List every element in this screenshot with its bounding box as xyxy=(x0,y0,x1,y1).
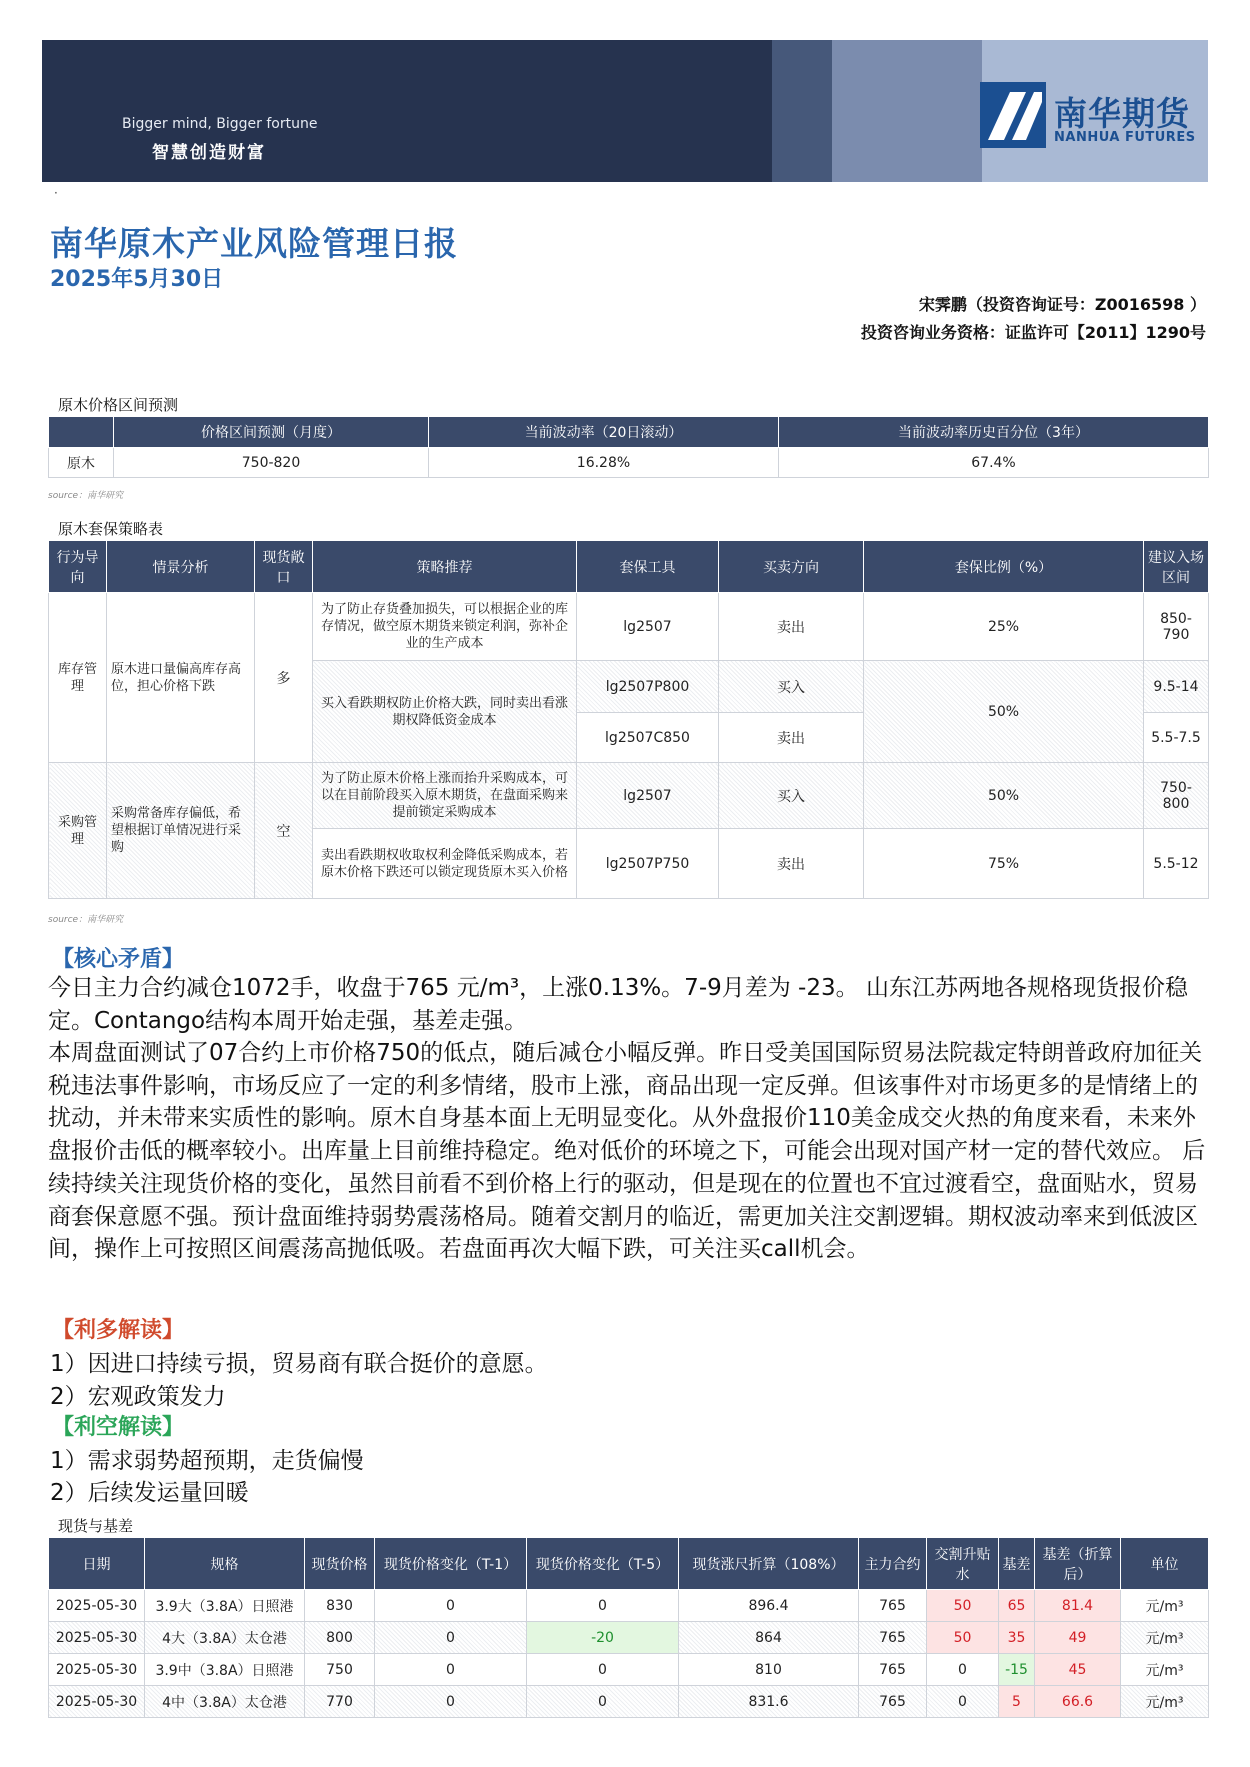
table-header: 现货价格变化（T-5） xyxy=(527,1538,679,1590)
table-cell: 0 xyxy=(375,1590,527,1622)
table-cell: 50% xyxy=(864,661,1144,763)
table-header: 现货价格 xyxy=(305,1538,375,1590)
table-cell: 元/m³ xyxy=(1121,1686,1209,1718)
table-header: 建议入场区间 xyxy=(1144,541,1209,593)
table-row xyxy=(49,1590,1209,1622)
table-header-row xyxy=(49,541,1209,593)
table-cell: 765 xyxy=(859,1622,927,1654)
table-row xyxy=(49,763,1209,829)
slogan-cn: 智慧创造财富 xyxy=(152,143,266,163)
table-cell: 买入 xyxy=(719,763,864,829)
table-cell: 831.6 xyxy=(679,1686,859,1718)
report-title: 南华原木产业风险管理日报 xyxy=(50,224,458,263)
table-row xyxy=(49,1654,1209,1686)
table-header xyxy=(49,417,114,448)
table-cell: 原木进口量偏高库存高位，担心价格下跌 xyxy=(107,593,255,763)
table-cell: 750 xyxy=(305,1654,375,1686)
table-cell: 5 xyxy=(999,1686,1035,1718)
table-cell: 45 xyxy=(1035,1654,1121,1686)
table-cell: 765 xyxy=(859,1590,927,1622)
table-cell: 0 xyxy=(375,1654,527,1686)
table-cell: 空 xyxy=(255,763,313,899)
table-cell: lg2507 xyxy=(577,763,719,829)
table-cell: 0 xyxy=(927,1654,999,1686)
table-cell: 卖出 xyxy=(719,829,864,899)
table-header: 交割升贴水 xyxy=(927,1538,999,1590)
table-cell: 800 xyxy=(305,1622,375,1654)
header-banner xyxy=(42,40,1208,182)
table-cell: 864 xyxy=(679,1622,859,1654)
spot-table-title: 现货与基差 xyxy=(58,1517,134,1535)
table-row xyxy=(49,1686,1209,1718)
table-cell: lg2507P750 xyxy=(577,829,719,899)
table-cell: 5.5-12 xyxy=(1144,829,1209,899)
table-row xyxy=(49,448,1209,478)
table-cell: 买入看跌期权防止价格大跌，同时卖出看涨期权降低资金成本 xyxy=(313,661,577,763)
table-cell: 67.4% xyxy=(779,448,1209,478)
table-cell: -15 xyxy=(999,1654,1035,1686)
table-cell: 为了防止原木价格上涨而抬升采购成本，可以在目前阶段买入原木期货，在盘面采购来提前锁定采购成本 xyxy=(313,763,577,829)
table-cell: 50 xyxy=(927,1622,999,1654)
logo-text-cn: 南华期货 xyxy=(1054,94,1190,133)
table-header: 现货敞口 xyxy=(255,541,313,593)
table-cell: -20 xyxy=(527,1622,679,1654)
table-row xyxy=(49,593,1209,661)
table-cell: 5.5-7.5 xyxy=(1144,713,1209,763)
author-info: 宋霁鹏（投资咨询证号：Z0016598 ） xyxy=(918,295,1206,314)
banner-band xyxy=(772,40,832,182)
table-cell: 元/m³ xyxy=(1121,1622,1209,1654)
slogan-en: Bigger mind, Bigger fortune xyxy=(122,116,318,132)
table-cell: 原木 xyxy=(49,448,114,478)
bullish-item: 1）因进口持续亏损，贸易商有联合挺价的意愿。 xyxy=(50,1351,548,1377)
hedge-strategy-table xyxy=(48,540,1209,899)
table-cell: 750-820 xyxy=(114,448,429,478)
table-cell: 3.9中（3.8A）日照港 xyxy=(145,1654,305,1686)
table-header: 规格 xyxy=(145,1538,305,1590)
table-cell: 0 xyxy=(375,1686,527,1718)
table-cell: 4中（3.8A）太仓港 xyxy=(145,1686,305,1718)
table-header: 套保工具 xyxy=(577,541,719,593)
table-cell: 9.5-14 xyxy=(1144,661,1209,713)
report-date: 2025年5月30日 xyxy=(50,267,224,292)
table-cell: 卖出 xyxy=(719,593,864,661)
table-header: 当前波动率（20日滚动） xyxy=(429,417,779,448)
table-cell: 770 xyxy=(305,1686,375,1718)
table-header: 行为导向 xyxy=(49,541,107,593)
table-cell: 0 xyxy=(527,1686,679,1718)
table-header: 价格区间预测（月度） xyxy=(114,417,429,448)
core-contradiction-heading: 【核心矛盾】 xyxy=(52,947,185,972)
table-cell: 765 xyxy=(859,1654,927,1686)
core-paragraph-2: 本周盘面测试了07合约上市价格750的低点，随后减仓小幅反弹。昨日受美国国际贸易法院裁定特朗普政府加征关税违法事件影响，市场反应了一定的利多情绪，股市上涨，商品出现一定反弹。但该事件对市场更多的是情绪上的扰动，并未带来实质性的影响。原木自身基本面上无明显变化。从外盘报价110美金成交火热的角度来看，未来外盘报价击低的概率较小。出库量上目前维持稳定。绝对低价的环境之下，可能会出现对国产材一定的替代效应。 后续持续关注现货价格的变化，虽然目前看不到价格上行的驱动，但是现在的位置也不宜过渡看空，盘面贴水，贸易商套保意愿不强。预计盘面维持弱势震荡格局。随着交割月的临近，需更加关注交割逻辑。期权波动率来到低波区间，操作上可按照区间震荡高抛低吸。若盘面再次大幅下跌，可关注买call机会。 xyxy=(48,1040,1206,1263)
dot-mark: · xyxy=(54,186,58,200)
table-cell: 850-790 xyxy=(1144,593,1209,661)
table-cell: 元/m³ xyxy=(1121,1590,1209,1622)
spot-basis-table xyxy=(48,1537,1209,1718)
table-cell: 0 xyxy=(927,1686,999,1718)
table-cell: 765 xyxy=(859,1686,927,1718)
bearish-heading: 【利空解读】 xyxy=(52,1415,185,1440)
bullish-item: 2）宏观政策发力 xyxy=(50,1384,226,1410)
table-header-row xyxy=(49,417,1209,448)
table-cell: 卖出 xyxy=(719,713,864,763)
table-cell: 0 xyxy=(527,1654,679,1686)
table-cell: 2025-05-30 xyxy=(49,1590,145,1622)
table-cell: 为了防止存货叠加损失，可以根据企业的库存情况，做空原木期货来锁定利润，弥补企业的生产成本 xyxy=(313,593,577,661)
table-cell: 49 xyxy=(1035,1622,1121,1654)
table-header: 套保比例（%） xyxy=(864,541,1144,593)
table-header: 策略推荐 xyxy=(313,541,577,593)
table-cell: 采购常备库存偏低，希望根据订单情况进行采购 xyxy=(107,763,255,899)
table-cell: 81.4 xyxy=(1035,1590,1121,1622)
table-cell: 830 xyxy=(305,1590,375,1622)
table-cell: 3.9大（3.8A）日照港 xyxy=(145,1590,305,1622)
table-header: 单位 xyxy=(1121,1538,1209,1590)
table-header: 情景分析 xyxy=(107,541,255,593)
table-cell: 2025-05-30 xyxy=(49,1622,145,1654)
table-cell: 卖出看跌期权收取权利金降低采购成本，若原木价格下跌还可以锁定现货原木买入价格 xyxy=(313,829,577,899)
table-cell: 0 xyxy=(527,1590,679,1622)
bullish-heading: 【利多解读】 xyxy=(52,1318,185,1343)
company-logo xyxy=(980,82,1200,154)
table-cell: 买入 xyxy=(719,661,864,713)
table-header: 现货涨尺折算（108%） xyxy=(679,1538,859,1590)
table-cell: 50 xyxy=(927,1590,999,1622)
hedge-table-title: 原木套保策略表 xyxy=(58,520,164,538)
table-cell: 0 xyxy=(375,1622,527,1654)
table-row xyxy=(49,1622,1209,1654)
bearish-item: 2）后续发运量回暖 xyxy=(50,1480,249,1506)
table-cell: 750-800 xyxy=(1144,763,1209,829)
table-header: 日期 xyxy=(49,1538,145,1590)
table-cell: 2025-05-30 xyxy=(49,1686,145,1718)
table-cell: 35 xyxy=(999,1622,1035,1654)
table-header: 当前波动率历史百分位（3年） xyxy=(779,417,1209,448)
price-forecast-title: 原木价格区间预测 xyxy=(58,396,179,414)
table-header: 基差 xyxy=(999,1538,1035,1590)
table-cell: lg2507 xyxy=(577,593,719,661)
source-note: source：南华研究 xyxy=(48,915,124,925)
logo-text-en: NANHUA FUTURES xyxy=(1054,130,1196,145)
license-info: 投资咨询业务资格：证监许可【2011】1290号 xyxy=(860,323,1206,342)
table-cell: 810 xyxy=(679,1654,859,1686)
source-note: source：南华研究 xyxy=(48,491,124,501)
table-header-row xyxy=(49,1538,1209,1590)
table-cell: 66.6 xyxy=(1035,1686,1121,1718)
table-header: 现货价格变化（T-1） xyxy=(375,1538,527,1590)
table-cell: 75% xyxy=(864,829,1144,899)
table-header: 主力合约 xyxy=(859,1538,927,1590)
table-cell: 896.4 xyxy=(679,1590,859,1622)
table-header: 买卖方向 xyxy=(719,541,864,593)
table-cell: 元/m³ xyxy=(1121,1654,1209,1686)
nanhua-logo-icon xyxy=(980,82,1046,148)
core-paragraph-1: 今日主力合约减仓1072手，收盘于765 元/m³，上涨0.13%。7-9月差为 -23。 山东江苏两地各规格现货报价稳定。Contango结构本周开始走强，基差走强。 xyxy=(48,975,1188,1034)
table-cell: 50% xyxy=(864,763,1144,829)
table-cell: 2025-05-30 xyxy=(49,1654,145,1686)
table-cell: 16.28% xyxy=(429,448,779,478)
bearish-item: 1）需求弱势超预期，走货偏慢 xyxy=(50,1448,364,1474)
table-cell: 采购管理 xyxy=(49,763,107,899)
table-cell: 多 xyxy=(255,593,313,763)
table-cell: lg2507P800 xyxy=(577,661,719,713)
table-cell: lg2507C850 xyxy=(577,713,719,763)
table-cell: 65 xyxy=(999,1590,1035,1622)
table-header: 基差（折算后） xyxy=(1035,1538,1121,1590)
table-cell: 4大（3.8A）太仓港 xyxy=(145,1622,305,1654)
table-cell: 库存管理 xyxy=(49,593,107,763)
price-forecast-table xyxy=(48,416,1209,478)
table-cell: 25% xyxy=(864,593,1144,661)
